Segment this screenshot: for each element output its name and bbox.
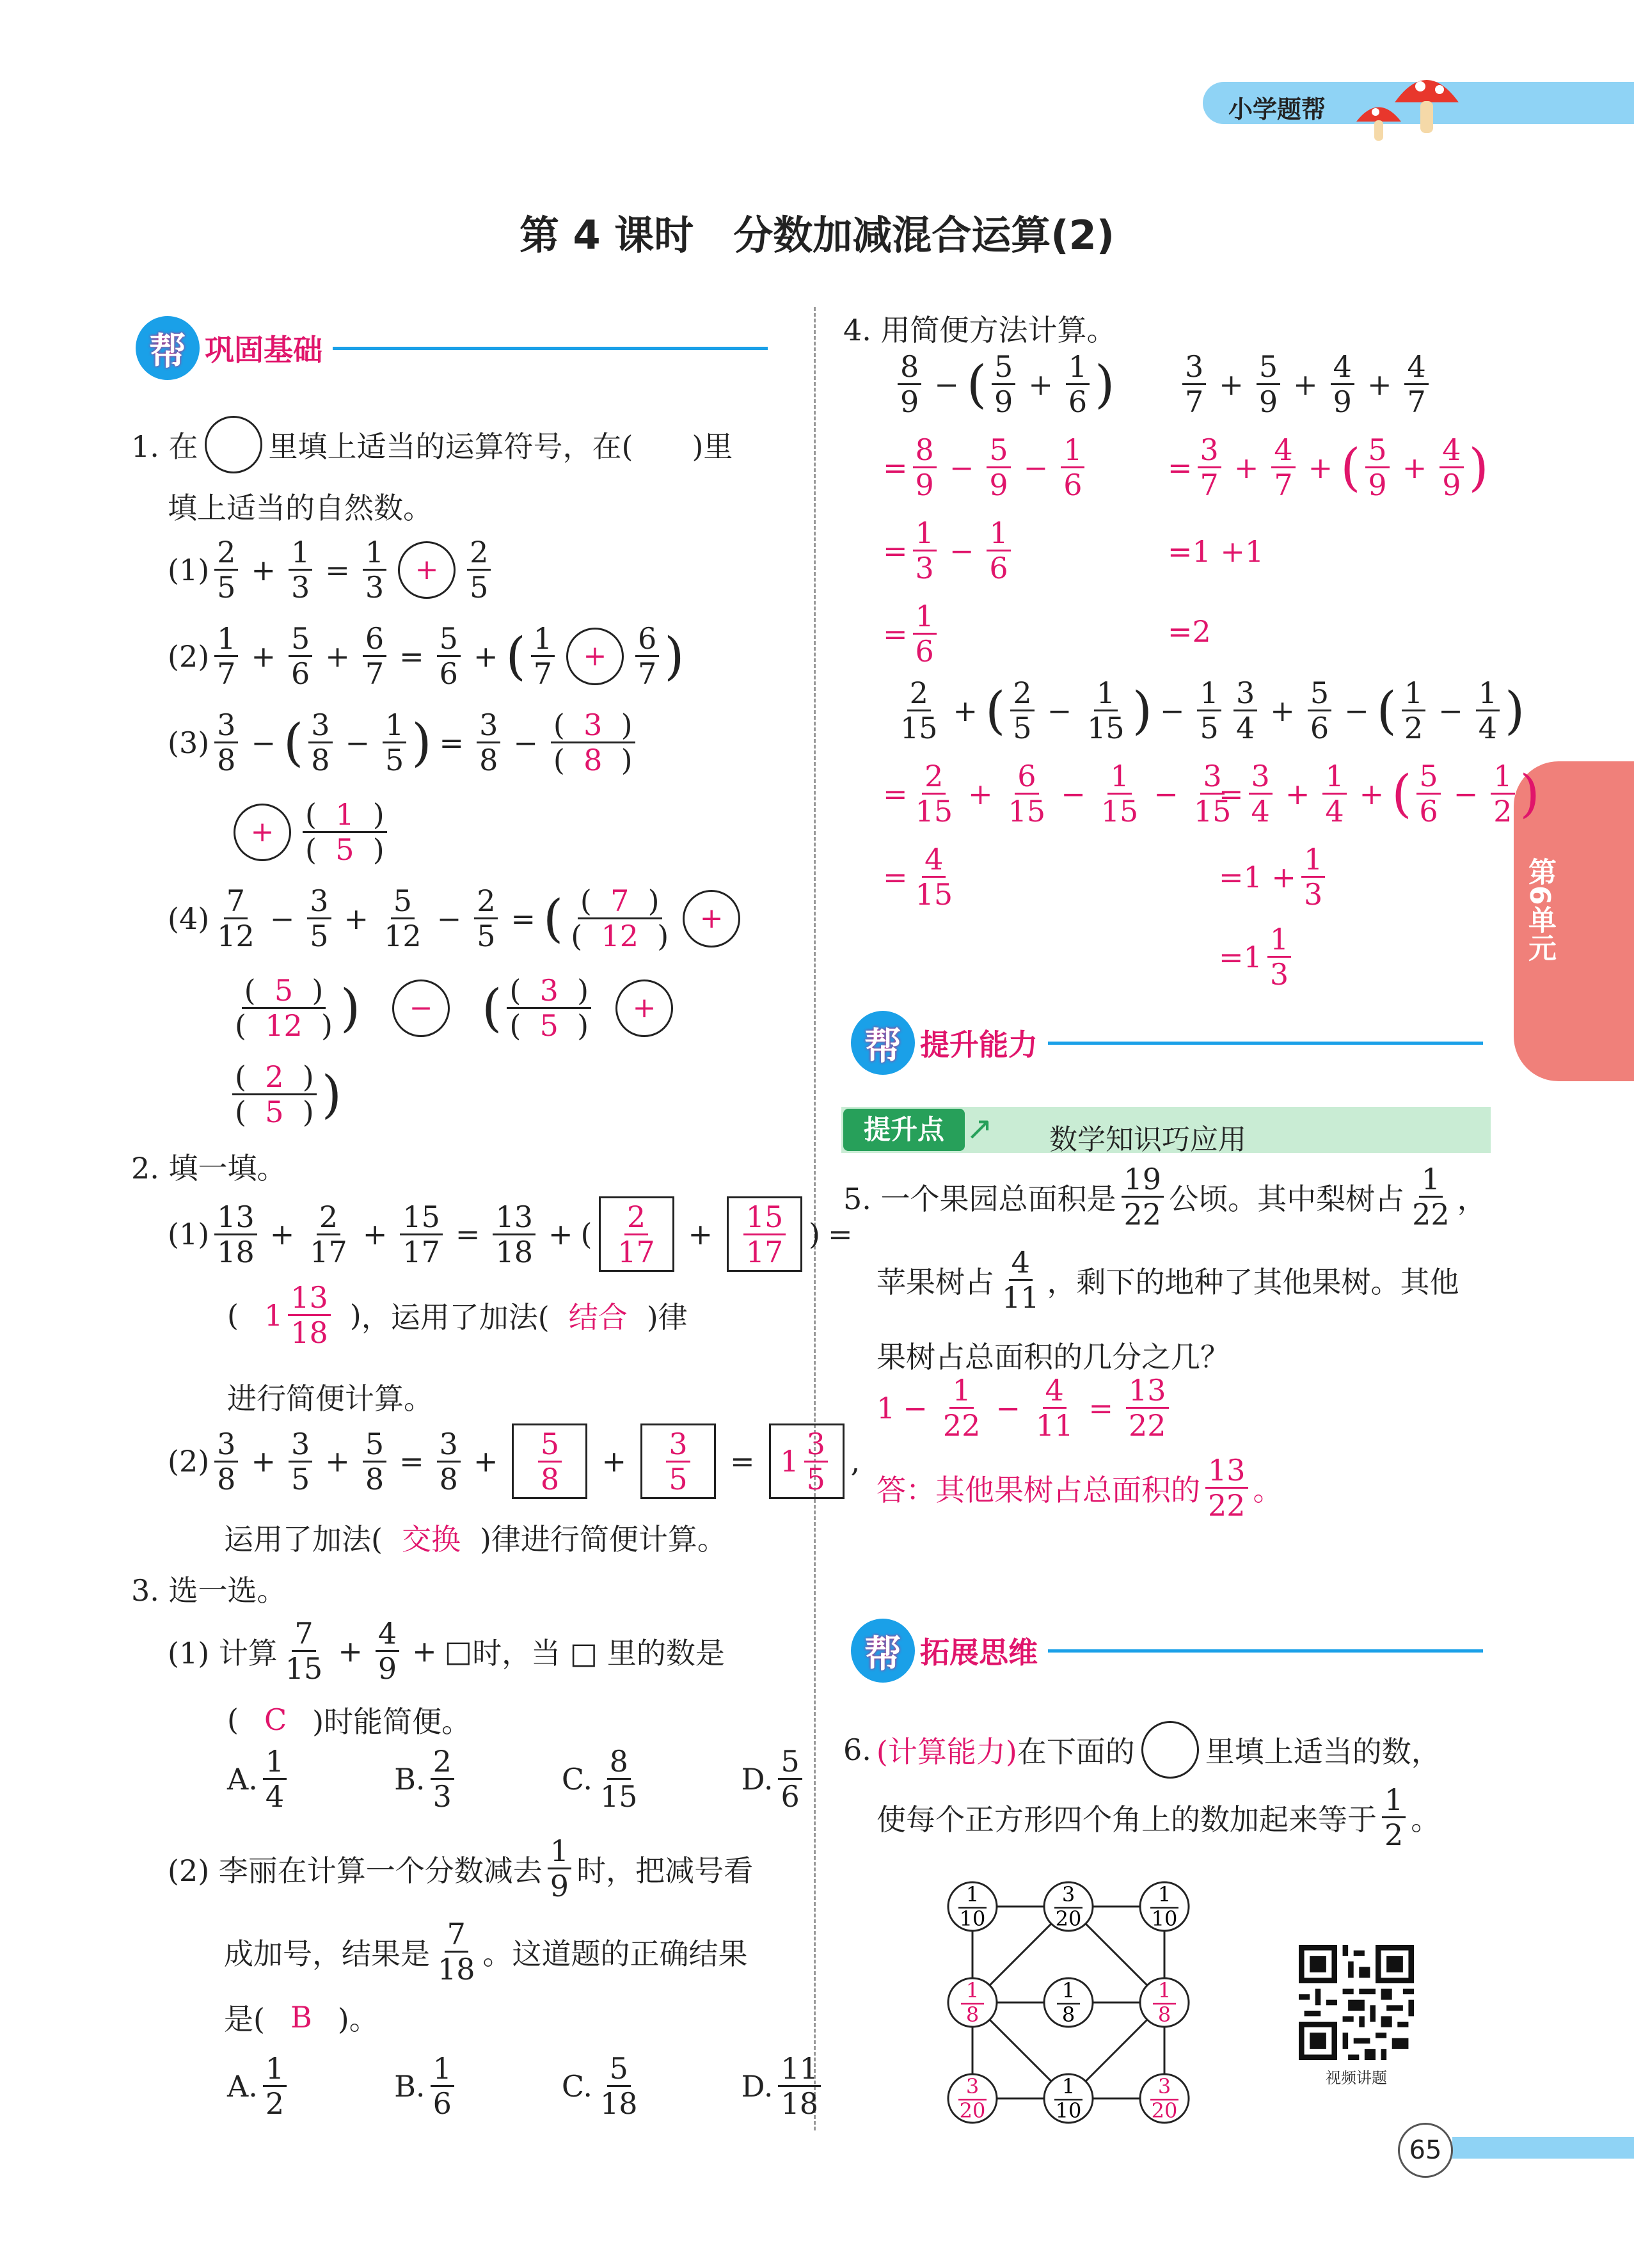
section-basic-line xyxy=(333,347,768,350)
svg-text:1: 1 xyxy=(965,1978,980,2002)
section-improve-badge: 帮 xyxy=(851,1011,915,1075)
q4a-step2: = $\frac{1}{3}$ − $\frac{1}{6}$ xyxy=(883,518,1016,583)
page-number: 65 xyxy=(1398,2123,1453,2178)
svg-text:1: 1 xyxy=(1061,2074,1075,2098)
svg-text:1: 1 xyxy=(1157,1882,1171,1907)
q2-part2-line2: 运用了加法( 交换 )律进行简便计算。 xyxy=(224,1516,727,1558)
q6-line2: 使每个正方形四个角上的数加起来等于 $\frac{1}{2}$ 。 xyxy=(876,1782,1441,1852)
arrow-icon: ↗ xyxy=(966,1110,993,1147)
q2-stem: 2. 填一填。 xyxy=(131,1151,287,1186)
q3-part1-options: A. $\frac{1}{4}$ B. $\frac{2}{3}$ C. $\frac{8}{15}$ D. $\frac{5}{6}$ xyxy=(227,1747,807,1811)
q5-answer: 答：其他果树占总面积的 $\frac{13}{22}$ 。 xyxy=(876,1453,1283,1523)
q4a-step3: = $\frac{1}{6}$ xyxy=(883,601,942,666)
q4b-expr: $\frac{3}{7}$ + $\frac{5}{9}$ + $\frac{4}{9}$ + $\frac{4}{7}$ xyxy=(1177,352,1434,416)
q2-part1-line2: ( 1 $\frac{13}{18}$ ) ，运用了加法( 结合 )律 xyxy=(227,1280,688,1350)
svg-text:8: 8 xyxy=(965,2002,980,2027)
q1-part1: (1) $\frac{2}{5}$ + $\frac{1}{3}$ = $\frac{1}{3}$ + $\frac{2}{5}$ xyxy=(168,537,496,602)
section-extend-title: 拓展思维 xyxy=(920,1635,1038,1670)
q4c-step2: = $\frac{4}{15}$ xyxy=(883,842,953,912)
svg-text:10: 10 xyxy=(1055,2098,1082,2123)
q3-part2: (2) 李丽在计算一个分数减去 $\frac{1}{9}$ 时，把减号看 xyxy=(168,1834,754,1903)
q4d-step2: =1 + $\frac{1}{3}$ xyxy=(1219,845,1330,909)
section-extend-header xyxy=(851,1619,1483,1683)
q3-stem: 3. 选一选。 xyxy=(131,1573,287,1608)
mushroom-icon xyxy=(1350,58,1465,147)
page-title: 第 4 课时 分数加减混合运算(2) xyxy=(519,212,1115,258)
q2-part1: (1) $\frac{13}{18}$ + $\frac{2}{17}$ + $\frac{15}{17}$ = $\frac{13}{18}$ + ( $\frac{2}{17}$ + $\frac{15}{17}$ ) = xyxy=(168,1196,861,1272)
q2-part1-line3: 进行简便计算。 xyxy=(227,1381,433,1416)
section-extend-badge: 帮 xyxy=(851,1619,915,1683)
section-basic-badge: 帮 xyxy=(136,316,200,380)
q6-square-diagram xyxy=(934,1868,1203,2137)
svg-text:3: 3 xyxy=(965,2074,980,2098)
q1-part4-line3: $\frac{( 2 )}{( 5 )}$ ) xyxy=(227,1062,342,1127)
q2-part1-box-2[interactable]: $\frac{15}{17}$ xyxy=(727,1196,802,1272)
q3-part2-options: A. $\frac{1}{2}$ B. $\frac{1}{6}$ C. $\frac{5}{18}$ D. $\frac{11}{18}$ xyxy=(227,2054,826,2118)
svg-text:1: 1 xyxy=(1061,1978,1075,2002)
svg-text:20: 20 xyxy=(959,2098,986,2123)
q2-part2-box-3[interactable]: 1 $\frac{3}{5}$ xyxy=(769,1423,845,1499)
improve-point-label: 提升点 xyxy=(843,1109,965,1151)
q1-part2-answer-circle[interactable]: + xyxy=(566,628,624,685)
svg-text:8: 8 xyxy=(1157,2002,1171,2027)
q5-line1: 5. 一个果园总面积是 $\frac{19}{22}$ 公顷。其中梨树占 $\frac{1}{22}$ ， xyxy=(843,1162,1487,1232)
q1-stem-line2: 填上适当的自然数。 xyxy=(168,491,432,525)
q1-part2: (2) $\frac{1}{7}$ + $\frac{5}{6}$ + $\frac{6}{7}$ = $\frac{5}{6}$ + ( $\frac{1}{7}$ + $\frac{6}{7}$ ) xyxy=(168,621,685,691)
q1-part4: (4) $\frac{7}{12}$ − $\frac{3}{5}$ + $\frac{5}{12}$ − $\frac{2}{5}$ = ( $\frac{( 7 )}{( 12 )}$ + xyxy=(168,886,747,951)
q6-stem-circle xyxy=(1141,1721,1199,1779)
q1-part4-answer-circle-3[interactable]: + xyxy=(615,979,673,1037)
q4a-step1: = $\frac{8}{9}$ − $\frac{5}{9}$ − $\frac{1}{6}$ xyxy=(883,435,1090,500)
q4c-step1: = $\frac{2}{15}$ + $\frac{6}{15}$ − $\frac{1}{15}$ − $\frac{3}{15}$ xyxy=(883,759,1232,829)
qr-code-icon[interactable] xyxy=(1299,1945,1414,2060)
brand-label: 小学题帮 xyxy=(1228,95,1326,123)
q5-line3: 果树占总面积的几分之几？ xyxy=(876,1340,1230,1374)
q4b-step2: =1 +1 xyxy=(1168,534,1264,569)
section-basic-header xyxy=(136,316,768,380)
q5-line2: 苹果树占 $\frac{4}{11}$ ，剩下的地种了其他果树。其他 xyxy=(876,1245,1459,1315)
q2-part2-box-2[interactable]: $\frac{3}{5}$ xyxy=(640,1423,716,1499)
q5-solution: 1 − $\frac{1}{22}$ − $\frac{4}{11}$ = $\frac{13}{22}$ xyxy=(876,1376,1174,1440)
q2-part1-law-answer[interactable]: 结合 xyxy=(568,1299,628,1335)
q4a-expr: $\frac{8}{9}$ − ( $\frac{5}{9}$ + $\frac{1}{6}$ ) xyxy=(892,352,1114,416)
q2-part2-box-1[interactable]: $\frac{5}{8}$ xyxy=(512,1423,587,1499)
svg-text:3: 3 xyxy=(1061,1882,1075,1907)
section-extend-line xyxy=(1048,1649,1483,1653)
q4b-step3: =2 xyxy=(1168,614,1211,649)
svg-text:1: 1 xyxy=(1157,1978,1171,2002)
section-basic-title: 巩固基础 xyxy=(205,333,322,367)
q4d-step3: =1 $\frac{1}{3}$ xyxy=(1219,924,1296,989)
q3-part1-line2: ( C )时能简便。 xyxy=(227,1702,472,1739)
svg-text:20: 20 xyxy=(1055,1907,1082,1931)
q3-part1-answer[interactable]: C xyxy=(264,1702,287,1737)
qr-caption: 视频讲题 xyxy=(1326,2069,1387,2087)
svg-text:8: 8 xyxy=(1061,2002,1075,2027)
q3-part2-line3: 是( B )。 xyxy=(224,2000,379,2036)
q6-line1: 6. (计算能力) 在下面的 里填上适当的数， xyxy=(843,1721,1441,1779)
q1-part4-answer-circle-2[interactable]: − xyxy=(392,979,450,1037)
q1-part1-answer-circle[interactable]: + xyxy=(398,541,456,599)
svg-text:3: 3 xyxy=(1157,2074,1171,2098)
q3-part2-line2: 成加号，结果是 $\frac{7}{18}$ 。这道题的正确结果 xyxy=(224,1917,748,1986)
q3-part1: (1) 计算 $\frac{7}{15}$ + $\frac{4}{9}$ + □ 时，当 □ 里的数是 xyxy=(168,1616,725,1686)
footer-bar xyxy=(1452,2137,1634,2159)
q1-part4-answer-circle-1[interactable]: + xyxy=(683,890,740,948)
svg-text:10: 10 xyxy=(959,1907,986,1931)
q1-part3: (3) $\frac{3}{8}$ − ( $\frac{3}{8}$ − $\frac{1}{5}$ ) = $\frac{3}{8}$ − $\frac{( 3 )}{( 8 )}$ xyxy=(168,710,640,775)
svg-text:20: 20 xyxy=(1151,2098,1178,2123)
section-improve-line xyxy=(1048,1042,1483,1045)
section-improve-header xyxy=(851,1011,1483,1075)
q4-stem: 4. 用简便方法计算。 xyxy=(843,313,1116,347)
q1-part3-line2: + $\frac{( 1 )}{( 5 )}$ xyxy=(227,800,392,864)
q4d-step1: = $\frac{3}{4}$ + $\frac{1}{4}$ + ( $\frac{5}{6}$ − $\frac{1}{2}$ ) xyxy=(1219,759,1540,829)
svg-text:1: 1 xyxy=(965,1882,980,1907)
q4b-step1: = $\frac{3}{7}$ + $\frac{4}{7}$ + ( $\frac{5}{9}$ + $\frac{4}{9}$ ) xyxy=(1168,432,1489,502)
q1-part4-line2: $\frac{( 5 )}{( 12 )}$ ) − ( $\frac{( 3 )}{( 5 )}$ + xyxy=(227,976,679,1040)
q1-stem: 1. 在 里填上适当的运算符号，在( )里 xyxy=(131,416,733,473)
improve-point-text: 数学知识巧应用 xyxy=(1049,1123,1246,1156)
q4c-expr: $\frac{2}{15}$ + ( $\frac{2}{5}$ − $\frac{1}{15}$ ) − $\frac{1}{5}$ xyxy=(892,678,1226,743)
q1-stem-circle xyxy=(205,416,262,473)
q2-part2-law-answer[interactable]: 交换 xyxy=(401,1522,461,1557)
q2-part2: (2) $\frac{3}{8}$ + $\frac{3}{5}$ + $\frac{5}{8}$ = $\frac{3}{8}$ + $\frac{5}{8}$ + $\frac{3}{5}$ = 1 $\frac{3}{5}$ , xyxy=(168,1423,860,1499)
section-improve-title: 提升能力 xyxy=(920,1027,1038,1062)
q4d-expr: $\frac{3}{4}$ + $\frac{5}{6}$ − ( $\frac{1}{2}$ − $\frac{1}{4}$ ) xyxy=(1228,678,1525,743)
svg-text:10: 10 xyxy=(1151,1907,1178,1931)
unit-tab-label: 第6单元 xyxy=(1523,857,1556,962)
q1-part3-answer-circle[interactable]: + xyxy=(234,804,291,861)
q3-part2-answer[interactable]: B xyxy=(290,2000,312,2034)
q2-part1-box-1[interactable]: $\frac{2}{17}$ xyxy=(599,1196,674,1272)
